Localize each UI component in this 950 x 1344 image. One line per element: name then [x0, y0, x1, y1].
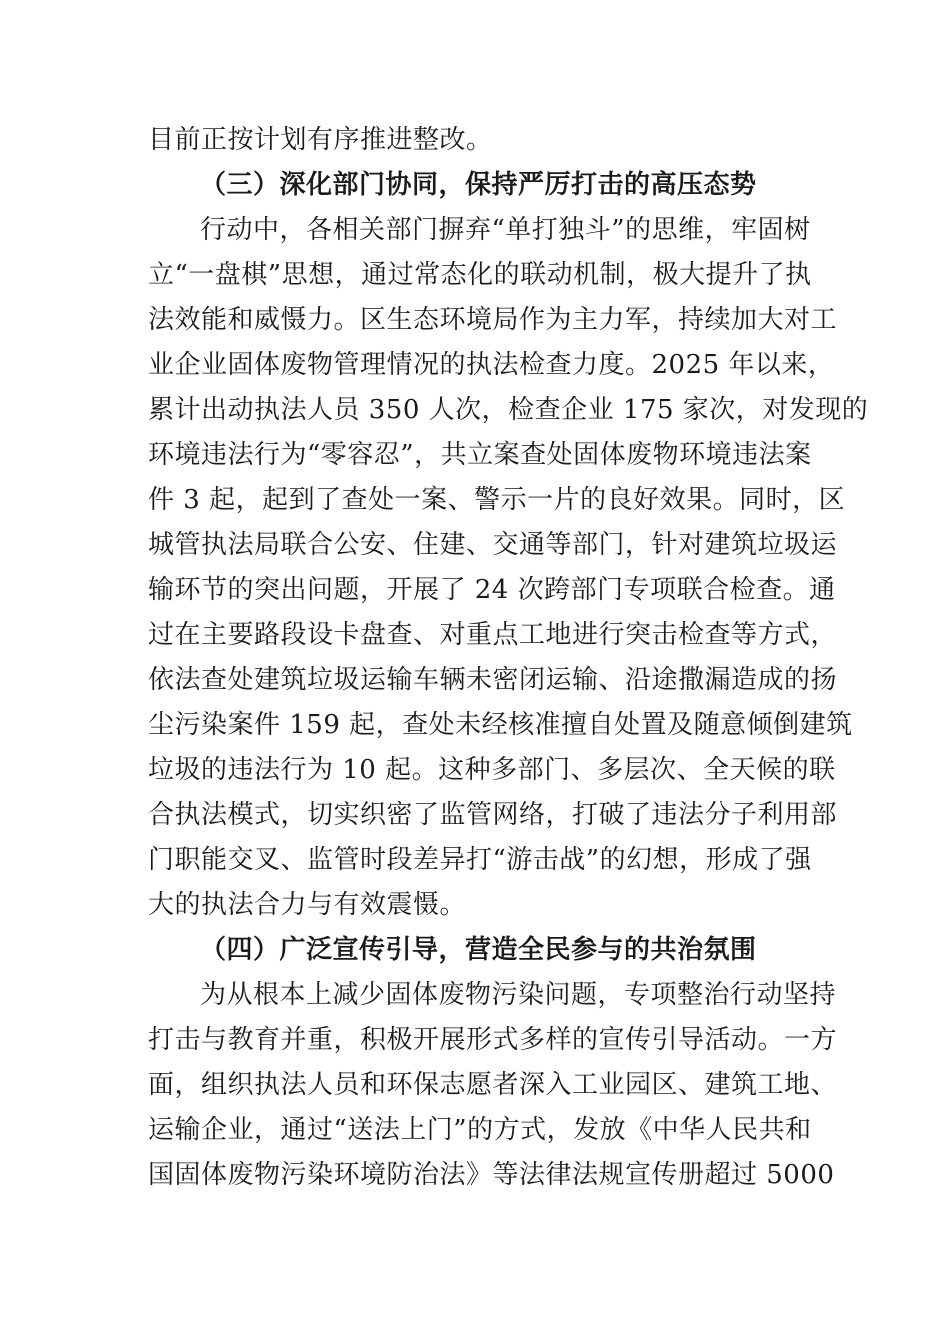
text-line: 目前正按计划有序推进整改。 — [148, 125, 493, 155]
section-heading-4: （四）广泛宣传引导，营造全民参与的共治氛围 — [200, 935, 757, 965]
paragraph-line: 行动中，各相关部门摒弃“单打独斗”的思维，牢固树 — [200, 215, 811, 245]
paragraph-line: 过在主要路段设卡盘查、对重点工地进行突击检查等方式， — [148, 620, 838, 650]
paragraph-line: 立“一盘棋”思想，通过常态化的联动机制，极大提升了执 — [148, 260, 812, 290]
paragraph-line: 为从根本上减少固体废物污染问题，专项整治行动坚持 — [200, 980, 837, 1010]
paragraph-line: 件 3 起，起到了查处一案、警示一片的良好效果。同时，区 — [148, 485, 846, 515]
paragraph-line: 大的执法合力与有效震慑。 — [148, 890, 467, 920]
section-heading-3: （三）深化部门协同，保持严厉打击的高压态势 — [200, 170, 757, 200]
paragraph-line: 环境违法行为“零容忍”，共立案查处固体废物环境违法案 — [148, 440, 812, 470]
paragraph-line: 运输企业，通过“送法上门”的方式，发放《中华人民共和 — [148, 1115, 812, 1145]
paragraph-line: 业企业固体废物管理情况的执法检查力度。2025 年以来， — [148, 350, 835, 380]
paragraph-line: 垃圾的违法行为 10 起。这种多部门、多层次、全天候的联 — [148, 755, 836, 785]
paragraph-line: 输环节的突出问题，开展了 24 次跨部门专项联合检查。通 — [148, 575, 836, 605]
paragraph-line: 打击与教育并重，积极开展形式多样的宣传引导活动。一方 — [148, 1025, 838, 1055]
paragraph-line: 城管执法局联合公安、住建、交通等部门，针对建筑垃圾运 — [148, 530, 838, 560]
paragraph-line: 法效能和威慑力。区生态环境局作为主力军，持续加大对工 — [148, 305, 838, 335]
paragraph-line: 累计出动执法人员 350 人次，检查企业 175 家次，对发现的 — [148, 395, 869, 425]
paragraph-line: 门职能交叉、监管时段差异打“游击战”的幻想，形成了强 — [148, 845, 812, 875]
paragraph-line: 面，组织执法人员和环保志愿者深入工业园区、建筑工地、 — [148, 1070, 838, 1100]
paragraph-line: 合执法模式，切实织密了监管网络，打破了违法分子利用部 — [148, 800, 838, 830]
paragraph-line: 尘污染案件 159 起，查处未经核准擅自处置及随意倾倒建筑 — [148, 710, 853, 740]
paragraph-line: 国固体废物污染环境防治法》等法律法规宣传册超过 5000 — [148, 1160, 835, 1190]
paragraph-line: 依法查处建筑垃圾运输车辆未密闭运输、沿途撒漏造成的扬 — [148, 665, 838, 695]
